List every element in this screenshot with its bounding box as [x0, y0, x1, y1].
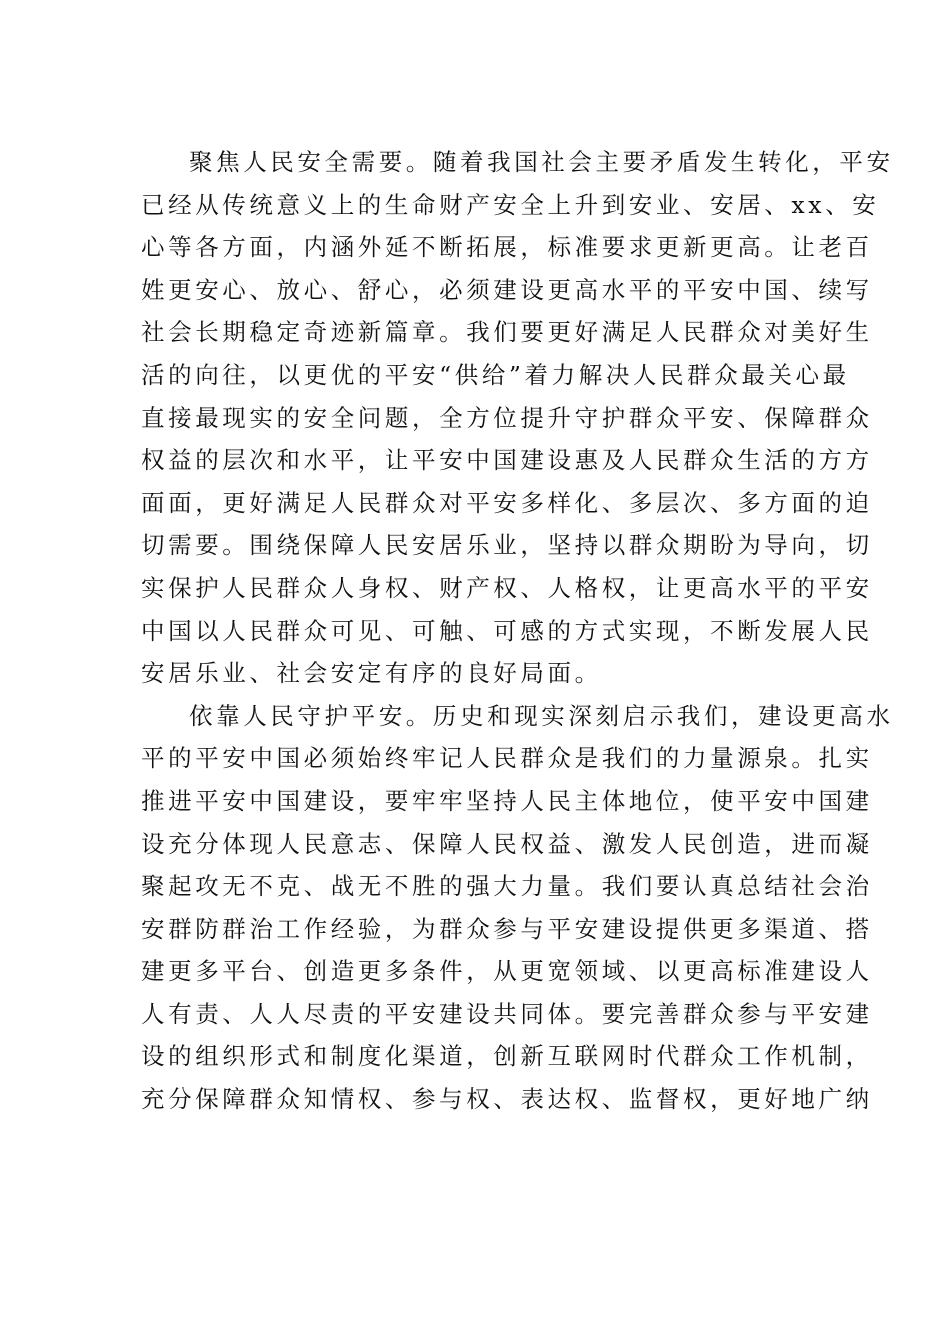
paragraph-1-line-6: 活的向往，以更优的平安“供给”着力解决人民群众最关心最 — [141, 360, 850, 389]
paragraph-2-line-10: 充分保障群众知情权、参与权、表达权、监督权，更好地广纳 — [141, 1085, 873, 1114]
paragraph-2-line-4: 设充分体现人民意志、保障人民权益、激发人民创造，进而凝 — [141, 829, 873, 858]
paragraph-1-line-13: 安居乐业、社会安定有序的良好局面。 — [141, 659, 602, 688]
paragraph-1-line-10: 切需要。围绕保障人民安居乐业，坚持以群众期盼为导向，切 — [141, 531, 873, 560]
paragraph-1-line-12: 中国以人民群众可见、可触、可感的方式实现，不断发展人民 — [141, 616, 873, 645]
paragraph-2-line-8: 人有责、人人尽责的平安建设共同体。要完善群众参与平安建 — [141, 999, 873, 1028]
document-body — [141, 141, 894, 1121]
paragraph-2-line-5: 聚起攻无不克、战无不胜的强大力量。我们要认真总结社会治 — [141, 872, 873, 901]
paragraph-2-line-1: 依靠人民守护平安。历史和现实深刻启示我们，建设更高水 — [189, 701, 894, 730]
paragraph-2-line-6: 安群防群治工作经验，为群众参与平安建设提供更多渠道、搭 — [141, 914, 873, 943]
paragraph-1-line-1: 聚焦人民安全需要。随着我国社会主要矛盾发生转化，平安 — [189, 148, 894, 176]
paragraph-1-line-9: 面面，更好满足人民群众对平安多样化、多层次、多方面的迫 — [141, 488, 873, 517]
paragraph-1-line-4: 姓更安心、放心、舒心，必须建设更高水平的平安中国、续写 — [141, 275, 873, 304]
paragraph-1-line-3: 心等各方面，内涵外延不断拓展，标准要求更新更高。让老百 — [141, 233, 873, 262]
paragraph-2-line-2: 平的平安中国必须始终牢记人民群众是我们的力量源泉。扎实 — [141, 744, 873, 773]
paragraph-1-line-7: 直接最现实的安全问题，全方位提升守护群众平安、保障群众 — [141, 403, 873, 432]
paragraph-2-line-7: 建更多平台、创造更多条件，从更宽领域、以更高标准建设人 — [141, 957, 873, 986]
paragraph-1-line-11: 实保护人民群众人身权、财产权、人格权，让更高水平的平安 — [141, 573, 873, 602]
paragraph-2-line-3: 推进平安中国建设，要牢牢坚持人民主体地位，使平安中国建 — [141, 786, 873, 815]
paragraph-1-line-5: 社会长期稳定奇迹新篇章。我们要更好满足人民群众对美好生 — [141, 318, 873, 347]
paragraph-1-line-8: 权益的层次和水平，让平安中国建设惠及人民群众生活的方方 — [141, 446, 873, 475]
paragraph-1-line-2: 已经从传统意义上的生命财产安全上升到安业、安居、xx、安 — [141, 190, 880, 219]
paragraph-2-line-9: 设的组织形式和制度化渠道，创新互联网时代群众工作机制， — [141, 1042, 873, 1071]
